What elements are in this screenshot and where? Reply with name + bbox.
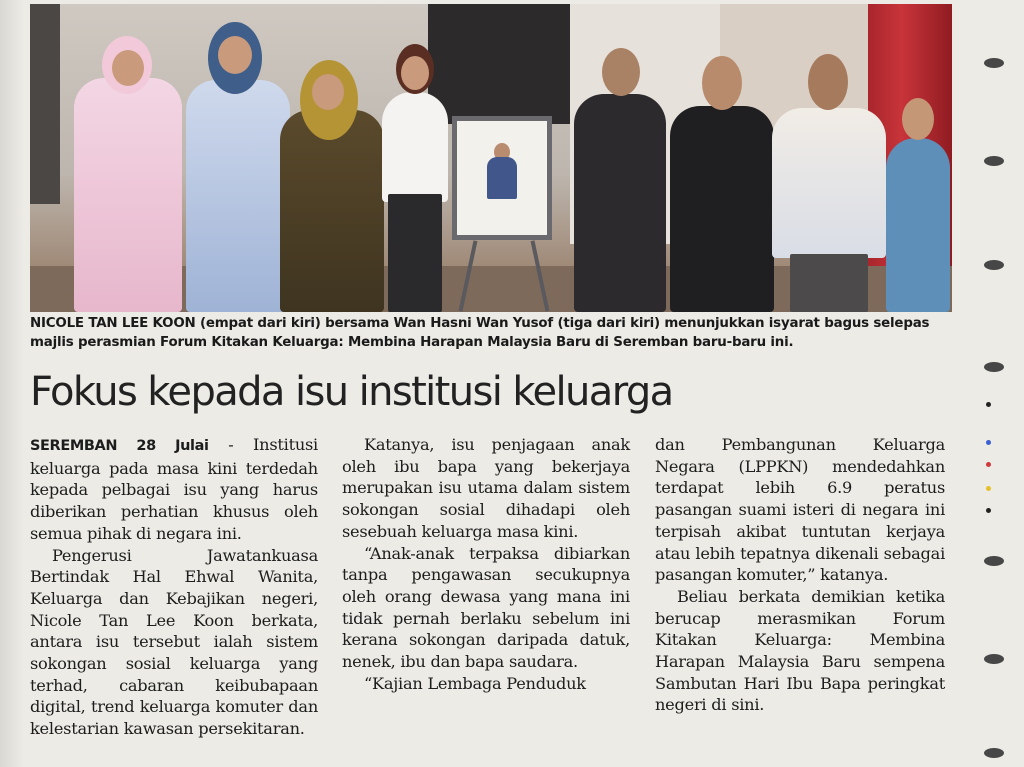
photo-projection-screen xyxy=(428,4,570,124)
person-7 xyxy=(770,54,888,312)
news-photo xyxy=(30,4,952,312)
photo-caption xyxy=(30,314,952,352)
margin-mark xyxy=(986,462,991,467)
article-paragraph: Katanya, isu penjagaan anak oleh ibu bapa yang bekerjaya merupakan isu utama dalam sistem sokongan sosial dihadapi oleh sesebuah keluarga masa kini. xyxy=(342,435,630,541)
article-paragraph: Beliau berkata demikian ketika berucap merasmikan Forum Kitakan Keluarga: Membina Harapan Malaysia Baru sempena Sambutan Hari Ibu Bapa peringkat negeri di sini. xyxy=(655,586,945,715)
binder-hole xyxy=(984,156,1004,166)
article-column-3 xyxy=(655,434,945,716)
person-3 xyxy=(276,60,386,312)
margin-mark xyxy=(986,402,991,407)
article-paragraph xyxy=(30,434,318,545)
binder-hole xyxy=(984,748,1004,758)
clipping-edge xyxy=(0,0,24,767)
person-1 xyxy=(68,24,188,312)
article-paragraph: Pengerusi Jawatankuasa Bertindak Hal Ehwal Wanita, Keluarga dan Kebajikan negeri, Nicole Tan Lee Koon berkata, antara isu tersebut ialah sistem sokongan sosial keluarga yang terhad, cabaran keibubapaan digital, trend keluarga komuter dan kelestarian kawasan persekitaran. xyxy=(30,545,318,739)
portrait-easel-frame xyxy=(452,116,552,240)
caption-text: (empat dari kiri) bersama Wan Hasni Wan Yusof (tiga dari kiri) menunjukkan isyarat bagus selepas majlis perasmian Forum Kitakan Keluarga: Membina Harapan Malaysia Baru di Seremban baru-baru ini. xyxy=(30,316,930,350)
paragraph-text: - Institusi keluarga pada masa kini terdedah kepada pelbagai isu yang harus diberikan perhatian khusus oleh semua pihak di negara ini. xyxy=(30,435,318,543)
binder-hole xyxy=(984,58,1004,68)
margin-mark xyxy=(986,508,991,513)
article-headline: Fokus kepada isu institusi keluarga xyxy=(30,369,673,415)
article-column-2 xyxy=(342,434,630,694)
photo-wall-left xyxy=(30,4,60,204)
portrait-figure xyxy=(487,157,517,199)
caption-name: NICOLE TAN LEE KOON xyxy=(30,316,196,331)
margin-mark xyxy=(986,486,991,491)
person-5 xyxy=(574,44,666,312)
article-column-1 xyxy=(30,434,318,740)
binder-hole xyxy=(984,260,1004,270)
person-8 xyxy=(886,98,950,312)
margin-mark xyxy=(986,440,991,445)
article-paragraph: “Anak-anak terpaksa dibiarkan tanpa pengawasan secukupnya oleh orang dewasa yang mana ini tidak pernah berlaku sebelum ini kerana sokongan daripada datuk, nenek, ibu dan bapa saudara. xyxy=(342,543,630,672)
dateline: SEREMBAN 28 Julai xyxy=(30,438,209,454)
binder-hole xyxy=(984,556,1004,566)
person-6 xyxy=(666,56,776,312)
article-paragraph: “Kajian Lembaga Penduduk xyxy=(364,673,586,693)
binder-hole xyxy=(984,654,1004,664)
binder-hole xyxy=(984,362,1004,372)
article-paragraph: dan Pembangunan Keluarga Negara (LPPKN) mendedahkan terdapat lebih 6.9 peratus pasangan suami isteri di negara ini terpisah akibat tuntutan kerjaya atau lebih tepatnya dikenali sebagai pasangan komuter,” katanya. xyxy=(655,435,945,585)
person-4 xyxy=(382,44,448,312)
